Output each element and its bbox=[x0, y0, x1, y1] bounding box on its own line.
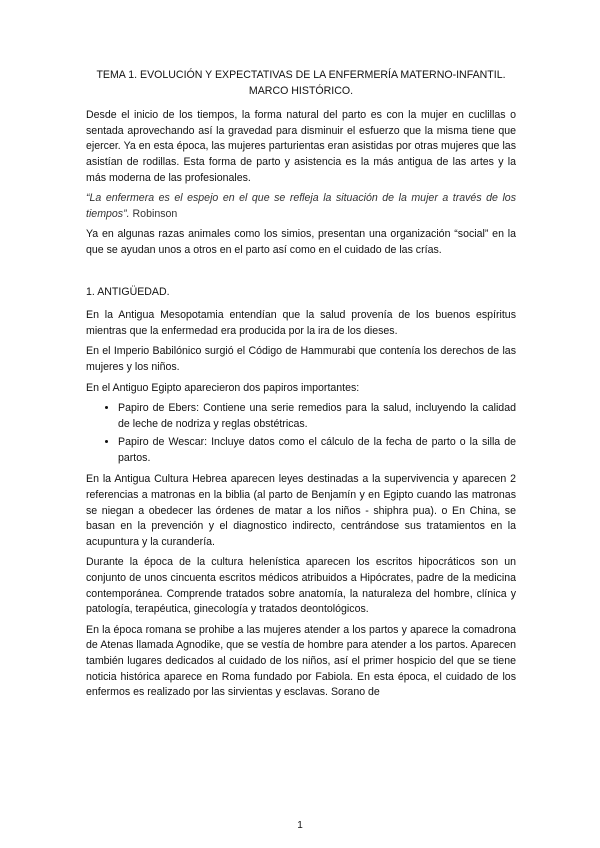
babylon-paragraph: En el Imperio Babilónico surgió el Código de Hammurabi que contenía los derechos de las mujeres y los niños. bbox=[86, 345, 516, 373]
intro-paragraph: Desde el inicio de los tiempos, la forma natural del parto es con la mujer en cuclillas o sentada aprovechando así la gravedad para disminuir el esfuerzo que la misma tiene que ejercer. Ya en esta época, las mujeres parturientas eran asistidas por otras mujeres que las asistían de rodillas. Esta forma de parto y asistencia es la más antigua de las artes y la más moderna de las profesionales. bbox=[86, 109, 516, 184]
title-line-2: MARCO HISTÓRICO. bbox=[248, 84, 354, 97]
list-item-wescar: • Papiro de Wescar: Incluye datos como el cálculo de la fecha de parto o la silla de partos. bbox=[118, 435, 516, 466]
quote-text: “La enfermera es el espejo en el que se refleja la situación de la mujer a través de los tiempos”. bbox=[86, 192, 516, 220]
section-heading-antiguedad: 1. ANTIGÜEDAD. bbox=[86, 285, 170, 298]
title-line-1: TEMA 1. EVOLUCIÓN Y EXPECTATIVAS DE LA ENFERMERÍA MATERNO-INFANTIL. bbox=[96, 69, 506, 81]
list-item-ebers: • Papiro de Ebers: Contiene una serie remedios para la salud, incluyendo la calidad de leche de nodriza y reglas obstétricas. bbox=[118, 401, 516, 432]
animals-paragraph: Ya en algunas razas animales como los simios, presentan una organización “social” en la que se ayudan unos a otros en el parto así como en el cuidado de las crías. bbox=[86, 228, 516, 256]
roman-paragraph: En la época romana se prohibe a las mujeres atender a los partos y aparece la comadrona de Atenas llamada Agnodike, que se vestía de hombre para atender a los partos. Aparecen también lugares dedicados al cuidado de los niños, así el primer hospicio del que se tiene noticia histórica aparece en Roma fundado por Fabiola. En esta época, el cuidado de los enfermos es realizado por las sirvientas y esclavas. Sorano de bbox=[86, 623, 516, 699]
quote-author: Robinson bbox=[132, 207, 178, 220]
hebrew-china-paragraph: En la Antigua Cultura Hebrea aparecen leyes destinadas a la supervivencia y aparecen 2 referencias a matronas en la biblia (al parto de Benjamín y en Egipto cuando las matronas se niegan a obedecer las órdenes de matar a los niños - shiphra pua). o En China, se basan en la prevención y el diagnostico indirecto, centrándose sus tratamientos en la acupuntura y la curandería. bbox=[86, 473, 516, 548]
page-title bbox=[86, 68, 516, 99]
page-number: 1 bbox=[297, 820, 303, 831]
egypt-intro-paragraph: En el Antiguo Egipto aparecieron dos papiros importantes: bbox=[86, 381, 360, 394]
page-content bbox=[86, 68, 516, 706]
mesopotamia-paragraph: En la Antigua Mesopotamia entendían que la salud provenía de los buenos espíritus mientras que la enfermedad era producida por la ira de los dieses. bbox=[86, 309, 516, 337]
quote-paragraph bbox=[86, 191, 516, 222]
papyri-list bbox=[86, 401, 516, 466]
hellenistic-paragraph: Durante la época de la cultura helenística aparecen los escritos hipocráticos son un conjunto de unos cincuenta escritos médicos atribuidos a Hipócrates, padre de la medicina contemporánea. Comprende tratados sobre anatomía, la naturaleza del hombre, clínica y patología, terapéutica, ginecología y tratados deontológicos. bbox=[86, 556, 516, 616]
